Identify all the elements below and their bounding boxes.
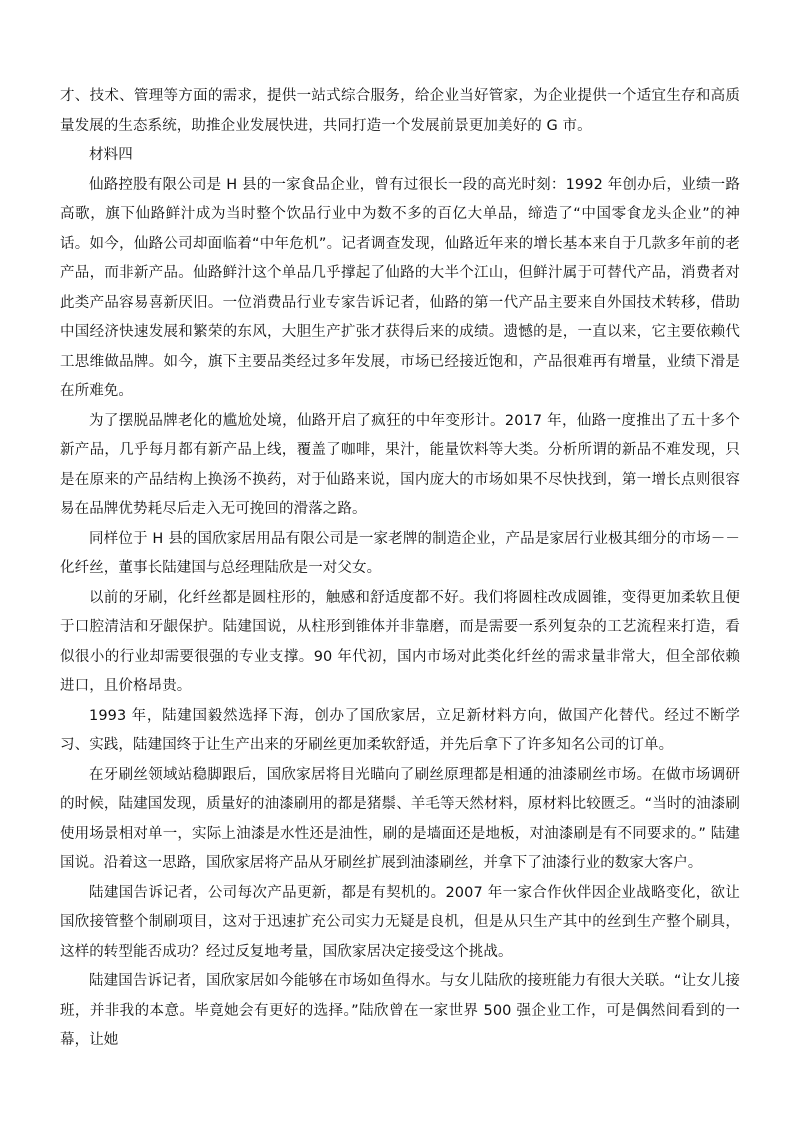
paragraph-xianlu-transformation: 为了摆脱品牌老化的尴尬处境，仙路开启了疯狂的中年变形计。2017 年，仙路一度推出了五十多个新产品，几乎每月都有新产品上线，覆盖了咖啡，果汁，能量饮料等大类。分析所谓的新品不难发现，只是在原来的产品结构上换汤不换药，对于仙路来说，国内庞大的市场如果不尽快找到，第一增长点则很容易在品牌优势耗尽后走入无可挽回的滑落之路。 xyxy=(60,412,740,517)
paragraph-2007-opportunity: 陆建国告诉记者，公司每次产品更新，都是有契机的。2007 年一家合作伙伴因企业战略变化，欲让国欣接管整个制刷项目，这对于迅速扩充公司实力无疑是良机，但是从只生产其中的丝到生产整个刷具，这样的转型能否成功？经过反复地考量，国欣家居决定接受这个挑战。 xyxy=(60,884,740,960)
section-heading-material-four: 材料四 xyxy=(89,147,133,163)
paragraph-daughter-succession: 陆建国告诉记者，国欣家居如今能够在市场如鱼得水。与女儿陆欣的接班能力有很大关联。“让女儿接班，并非我的本意。毕竟她会有更好的选择。”陆欣曾在一家世界 500 强企业工作，可是偶然间看到的一幕，让她 xyxy=(60,973,740,1048)
paragraph-continuation: 才、技术、管理等方面的需求，提供一站式综合服务，给企业当好管家，为企业提供一个适宜生存和高质量发展的生态系统，助推企业发展快进，共同打造一个发展前景更加美好的 G 市。 xyxy=(60,88,740,134)
paragraph-paint-brush-market: 在牙刷丝领域站稳脚跟后，国欣家居将目光瞄向了刷丝原理都是相通的油漆刷丝市场。在做市场调研的时候，陆建国发现，质量好的油漆刷用的都是猪鬃、羊毛等天然材料，原材料比较匮乏。“当时的油漆刷使用场景相对单一，实际上油漆是水性还是油性，刷的是墙面还是地板，对油漆刷是有不同要求的。” 陆建国说。沿着这一思路，国欣家居将产品从牙刷丝扩展到油漆刷丝，并拿下了油漆行业的数家大客户。 xyxy=(60,766,740,871)
paragraph-toothbrush-fiber: 以前的牙刷，化纤丝都是圆柱形的，触感和舒适度都不好。我们将圆柱改成圆锥，变得更加柔软且便于口腔清洁和牙龈保护。陆建国说，从柱形到锥体并非靠磨，而是需要一系列复杂的工艺流程来打造，看似很小的行业却需要很强的专业支撑。90 年代初，国内市场对此类化纤丝的需求量非常大，但全部依赖进口，且价格昂贵。 xyxy=(60,589,740,694)
paragraph-1993-founding: 1993 年，陆建国毅然选择下海，创办了国欣家居，立足新材料方向，做国产化替代。经过不断学习、实践，陆建国终于让生产出来的牙刷丝更加柔软舒适，并先后拿下了许多知名公司的订单。 xyxy=(60,707,740,753)
paragraph-xianlu-company: 仙路控股有限公司是 H 县的一家食品企业，曾有过很长一段的高光时刻：1992 年创办后，业绩一路高歌，旗下仙路鲜汁成为当时整个饮品行业中为数不多的百亿大单品，缔造了“中国零食龙头企业”的神话。如今，仙路公司却面临着“中年危机”。记者调查发现，仙路近年来的增长基本来自于几款多年前的老产品，而非新产品。仙路鲜汁这个单品几乎撑起了仙路的大半个江山，但鲜汁属于可替代产品，消费者对此类产品容易喜新厌旧。一位消费品行业专家告诉记者，仙路的第一代产品主要来自外国技术转移，借助中国经济快速发展和繁荣的东风，大胆生产扩张才获得后来的成绩。遗憾的是，一直以来，它主要依赖代工思维做品牌。如今，旗下主要品类经过多年发展，市场已经接近饱和，产品很难再有增量，业绩下滑是在所难免。 xyxy=(60,176,740,399)
document-page xyxy=(60,82,740,1056)
paragraph-guoxin-intro: 同样位于 H 县的国欣家居用品有限公司是一家老牌的制造企业，产品是家居行业极其细分的市场－－化纤丝，董事长陆建国与总经理陆欣是一对父女。 xyxy=(60,530,740,576)
